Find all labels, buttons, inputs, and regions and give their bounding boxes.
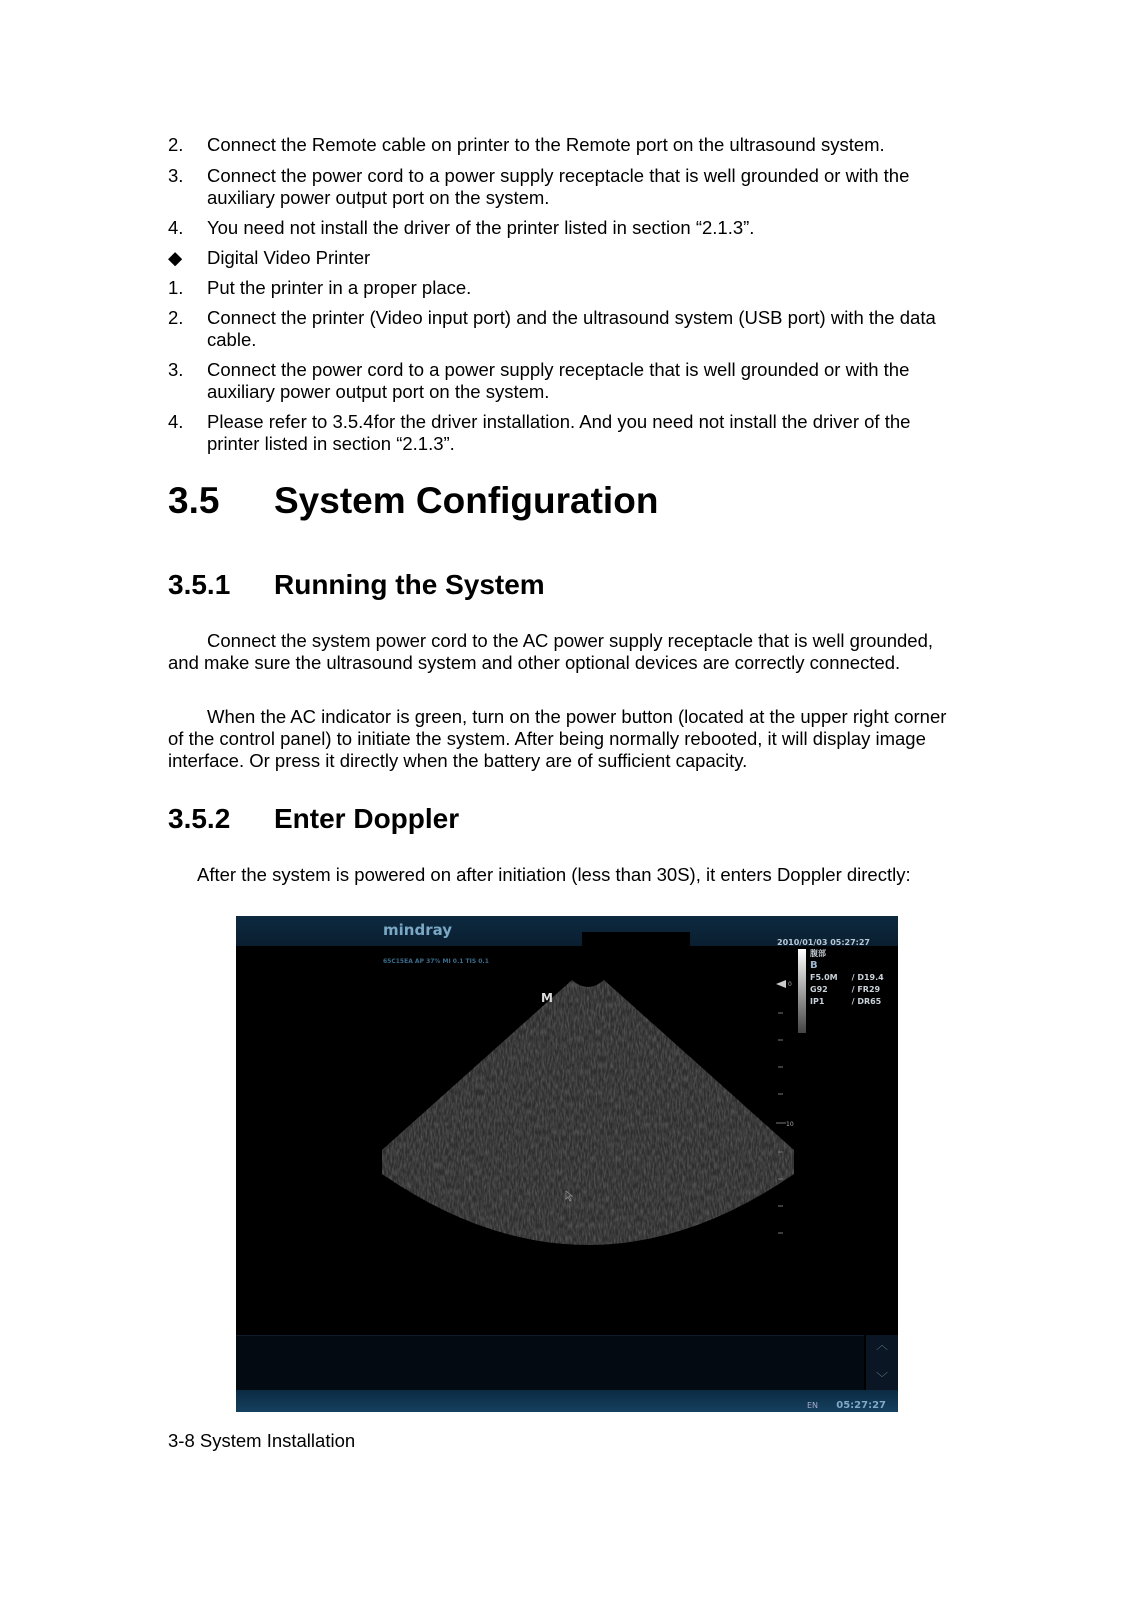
scroll-down-icon[interactable]: ﹀ — [875, 1371, 888, 1385]
item-number: 3. — [168, 359, 184, 380]
heading-title: Enter Doppler — [274, 803, 460, 834]
focus-marker-icon — [776, 980, 786, 988]
heading-number: 3.5.2 — [168, 803, 231, 834]
heading-number: 3.5 — [168, 480, 220, 521]
depth-label: 0 — [788, 981, 792, 988]
item-number: 4. — [168, 217, 184, 238]
list-item — [168, 217, 948, 239]
section-heading — [168, 480, 659, 521]
subsection-heading — [168, 803, 460, 834]
item-number: 2. — [168, 307, 184, 328]
bullet-item — [168, 247, 948, 269]
paragraph: After the system is powered on after initiation (less than 30S), it enters Doppler directly: — [197, 864, 911, 885]
item-text: You need not install the driver of the printer listed in section “2.1.3”. — [207, 217, 755, 238]
scroll-buttons[interactable] — [866, 1335, 898, 1390]
item-number: 1. — [168, 277, 184, 298]
paragraph: Connect the system power cord to the AC power supply receptacle that is well grounded, and make sure the ultrasound system and other optional devices are correctly connected. — [168, 630, 933, 673]
depth-label: 10 — [786, 1121, 794, 1128]
paragraph: When the AC indicator is green, turn on the power button (located at the upper right corner of the control panel) to initiate the system. After being normally rebooted, it will display image interface. Or press it directly when the battery are of sufficient capacity. — [168, 706, 947, 771]
list-item — [168, 359, 948, 403]
item-text: Connect the power cord to a power supply receptacle that is well grounded or with the auxiliary power output port on the system. — [207, 165, 910, 208]
heading-number: 3.5.1 — [168, 569, 231, 600]
info: IP1 — [810, 997, 825, 1006]
info: / D19.4 — [851, 973, 884, 982]
item-text: Please refer to 3.5.4for the driver installation. And you need not install the driver of the printer listed in section “2.1.3”. — [207, 411, 911, 454]
language-indicator[interactable]: EN — [806, 1401, 818, 1410]
item-number: 4. — [168, 411, 184, 432]
scroll-up-icon[interactable]: ︿ — [875, 1338, 888, 1352]
mindray-logo: mindray — [383, 921, 453, 939]
info: F5.0M — [810, 973, 838, 982]
list-item — [168, 134, 948, 156]
heading-title: Running the System — [274, 569, 545, 600]
info: / FR29 — [851, 985, 881, 994]
list-item — [168, 411, 948, 455]
item-number: 3. — [168, 165, 184, 186]
datetime: 2010/01/03 05:27:27 — [777, 938, 870, 947]
list-item — [168, 307, 948, 351]
orientation-marker: M — [541, 991, 553, 1005]
list-item — [168, 277, 948, 299]
item-number: 2. — [168, 134, 184, 155]
item-text: Connect the Remote cable on printer to the Remote port on the ultrasound system. — [207, 134, 885, 155]
mode-label: B — [810, 960, 818, 971]
info: G92 — [810, 985, 828, 994]
heading-title: System Configuration — [274, 480, 659, 521]
subsection-heading — [168, 569, 545, 600]
ultrasound-screenshot — [236, 916, 898, 1412]
item-text: Connect the printer (Video input port) and the ultrasound system (USB port) with the data cable. — [207, 307, 936, 350]
diamond-bullet-icon: ◆ — [168, 247, 183, 268]
info: / DR65 — [851, 997, 882, 1006]
exam-label: 腹部 — [810, 949, 826, 958]
item-text: Connect the power cord to a power supply receptacle that is well grounded or with the auxiliary power output port on the system. — [207, 359, 910, 402]
clock: 05:27:27 — [836, 1400, 886, 1411]
probe-params: 65C15EA AP 37% MI 0.1 TIS 0.1 — [383, 958, 489, 965]
bottom-panel — [236, 1335, 864, 1391]
list-item — [168, 165, 948, 209]
item-text: Digital Video Printer — [207, 247, 371, 268]
ultrasound-image — [236, 916, 898, 1336]
status-bar — [236, 1390, 898, 1412]
item-text: Put the printer in a proper place. — [207, 277, 472, 298]
page-footer: 3-8 System Installation — [168, 1430, 356, 1451]
